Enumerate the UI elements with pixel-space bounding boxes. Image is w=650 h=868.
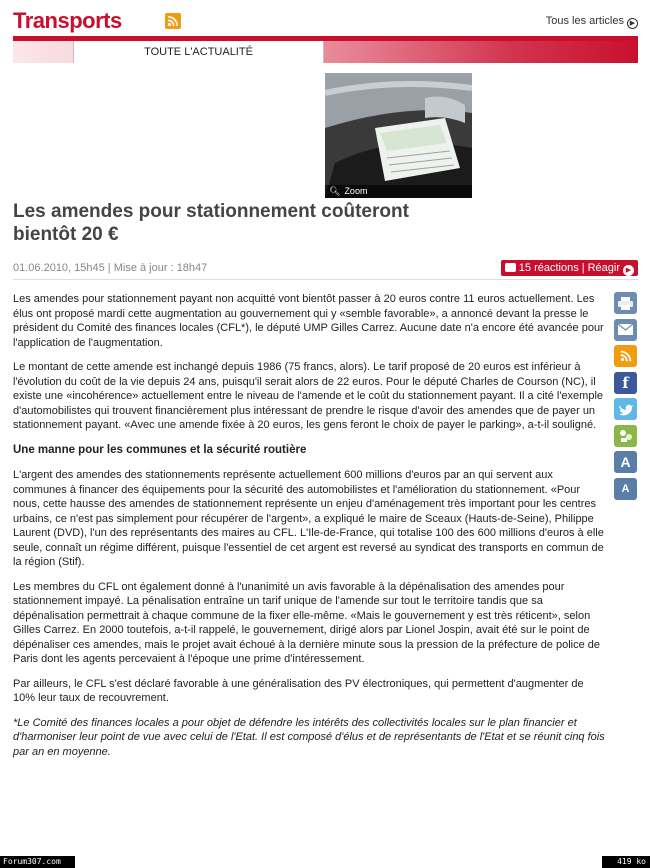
article-subheading: Une manne pour les communes et la sécurité routière [13, 443, 307, 456]
comment-icon [505, 263, 516, 272]
parking-ticket-photo [325, 73, 472, 198]
article-photo[interactable] [325, 73, 472, 198]
article-paragraph: Les amendes pour stationnement payant non acquitté vont bientôt passer à 20 euros contre 11 euros actuellement. Les élus ont proposé mardi cette augmentation au gouvernement qui y «semble favorable», a annoncé devant la presse le président du Comité des finances locales (CFL*), le député UMP Gilles Carrez. Aucune date n'a encore été avancée pour l'application de l'augmentation. [13, 293, 604, 349]
article-paragraph: Le montant de cette amende est inchangé depuis 1986 (75 francs, alors). Le tarif proposé de 20 euros est inférieur à l'évolution du coût de la vie depuis 24 ans, puisqu'il serait alors de 22 euros. Pour le député Charles de Courson (NC), il existe une «incohérence» actuellement entre le niveau de l'amende et le coût du stationnement payant. Il a cité l'exemple d'automobilistes qui trouvent financièrement plus intéressant de prendre le risque d'avoir des amendes que de payer un stationnement payant. «Avec une amende fixée à 20 euros, les gens feront le choix de payer le parking», a-t-il souligné. [13, 361, 604, 431]
watermark-left: Forum307.com [0, 856, 75, 868]
arrow-right-icon: ▶ [623, 265, 634, 276]
facebook-icon: f [622, 373, 629, 392]
twitter-button[interactable] [614, 398, 637, 420]
print-button[interactable] [614, 292, 637, 314]
all-articles-link[interactable] [546, 15, 638, 29]
print-icon [618, 297, 633, 310]
separator: | [581, 262, 585, 274]
article-footnote: *Le Comité des finances locales a pour objet de défendre les intérêts des collectivités locales sur le plan financier et d'harmoniser leur point de vue avec celui de l'Etat. Il est composé d'élus et de représentants de l'Etat et se réunit cinq fois par an en moyenne. [13, 716, 605, 758]
tab-all-news[interactable]: TOUTE L'ACTUALITÉ [73, 41, 324, 63]
tab-bar [13, 41, 638, 63]
envelope-icon [618, 324, 633, 335]
reactions-bar [501, 260, 638, 276]
section-header [13, 6, 638, 36]
rss-button[interactable] [614, 345, 637, 367]
zoom-label: Zoom [344, 186, 368, 196]
publish-date: 01.06.2010, 15h45 | Mise à jour : 18h47 [13, 262, 208, 274]
share-icon [618, 428, 633, 443]
all-articles-label: Tous les articles [545, 15, 624, 27]
watermark-right: 419 ko [602, 856, 650, 868]
reactions-link[interactable]: 15 réactions [518, 262, 579, 274]
article-paragraph: Par ailleurs, le CFL s'est déclaré favorable à une généralisation des PV électroniques, qui permettent d'augmenter de 10% leur taux de recouvrement. [13, 677, 584, 704]
share-button[interactable] [614, 425, 637, 447]
increase-font-button[interactable] [614, 451, 637, 473]
article-meta [13, 258, 638, 280]
font-small-icon: A [621, 482, 630, 495]
decrease-font-button[interactable] [614, 478, 637, 500]
rss-icon[interactable] [165, 13, 181, 29]
font-large-icon: A [620, 454, 631, 470]
react-link[interactable]: Réagir [587, 262, 620, 274]
article-paragraph: Les membres du CFL ont également donné à l'unanimité un avis favorable à la dépénalisation des amendes pour stationnement impayé. La pénalisation entraîne un tarif unique de l'amende sur tout le territoire tandis que sa dépénalisation permettrait à chaque commune de la fixer elle-même. «Mais le gouvernement y est très réticent», selon Gilles Carrez. En 2000 toutefois, a-t-il rappelé, le gouvernement, dirigé alors par Lionel Jospin, avait été sur le point de dépénaliser ces amendes, mais le projet avait échoué à la dernière minute sous la pression de la préfecture de police de Paris dont les agents percevaient à l'époque une prime d'intéressement. [13, 580, 601, 665]
twitter-icon [618, 403, 633, 416]
magnifier-icon: 🔍︎ [329, 186, 341, 196]
zoom-bar[interactable] [325, 185, 472, 198]
rss-icon [619, 349, 633, 363]
arrow-right-icon: ▶ [627, 18, 638, 29]
section-title[interactable]: Transports [13, 8, 122, 33]
facebook-button[interactable] [614, 372, 637, 394]
email-button[interactable] [614, 319, 637, 341]
article-headline: Les amendes pour stationnement coûteront bientôt 20 € [13, 201, 409, 245]
article-body [13, 292, 605, 769]
article-paragraph: L'argent des amendes des stationnements représente actuellement 600 millions d'euros par an qui servent aux communes à financer des équipements pour la sécurité des automobilistes et l'amélioration du stationnement. «Pour nous, cette hausse des amendes de stationnement représente un enjeu d'aménagement très important pour les centres urbains, ce n'est pas simplement pour récupérer de l'argent», a expliqué le maire de Sceaux (Hauts-de-Seine), Philippe Laurent (DVD), l'un des représentants des maires au CFL. L'Ile-de-France, qui totalise 100 des 600 millions d'euros à elle seule, connaît un régime différent, puisque l'essentiel de cet argent est reversé au syndicat des transports en commun de la région (Stif). [13, 469, 604, 568]
share-toolbar [614, 292, 638, 504]
